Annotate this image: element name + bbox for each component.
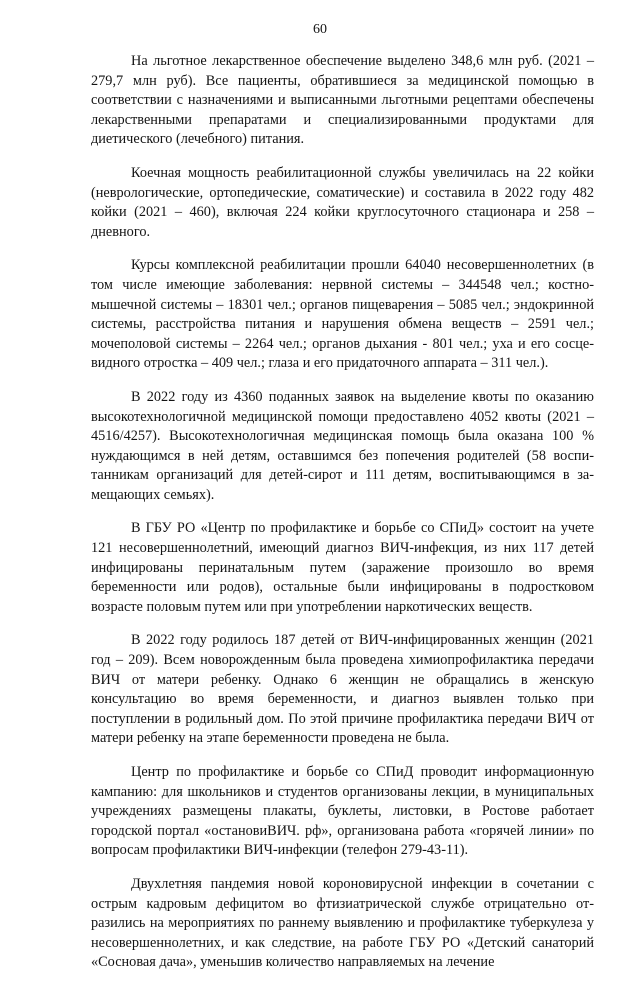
paragraph-rehabilitation-beds: Коечная мощность реабилитационной службы увеличилась на 22 койки (неврологические, ортопедические, соматические) и составила в 2022 году 482 койки (2021 – 460), включая 224 койки круглосуточного стационара и 258 – дневного. bbox=[91, 164, 594, 240]
paragraph-tuberculosis: Двухлетняя пандемия новой короновирусной инфекции в сочетании с острым кадровым дефицитом во фтизиатрической службе отрицательно отразились на мероприятиях по раннему выявлению и профилактике туберкулеза у несовершеннолетних, и как следствие, на работе ГБУ РО «Детский санаторий «Сосновая дача», уменьшив количество направляемых на лечение bbox=[91, 875, 594, 971]
paragraph-drug-provision: На льготное лекарственное обеспечение выделено 348,6 млн руб. (2021 – 279,7 млн руб). Все пациенты, обратившиеся за медицинской помощью в соответствии с назначениями и выписанными льготными рецептами обеспечены лекарственными препаратами и специализированными продуктами для диетического (лечебного) питания. bbox=[91, 53, 594, 148]
document-body bbox=[91, 52, 594, 987]
paragraph-rehabilitation-courses: Курсы комплексной реабилитации прошли 64040 несовершеннолетних (в том числе имеющие заболевания: нервной системы – 344548 чел.; костномышечной системы – 18301 чел.; органов пищеварения – 5085 чел.; эндокринной системы, расстройства питания и нарушения обмена веществ – 2591 чел.; мочеполовой системы – 2264 чел.; органов дыхания - 801 чел.; уха и его сосцевидного отростка – 409 чел.; глаза и его придаточного аппарата – 311 чел.). bbox=[91, 257, 594, 372]
paragraph-hiv-births: В 2022 году родилось 187 детей от ВИЧ-инфицированных женщин (2021 год – 209). Всем новорожденным была проведена химиопрофилактика передачи ВИЧ от матери ребенку. Однако 6 женщин не обращались в женскую консультацию во время беременности, и диагноз выявлен только при поступлении в родильный дом. По этой причине профилактика передачи ВИЧ от матери ребенку на этапе беременности проведена не была. bbox=[91, 632, 594, 747]
paragraph-high-tech-care: В 2022 году из 4360 поданных заявок на выделение квоты по оказанию высокотехнологичной медицинской помощи предоставлено 4052 квоты (2021 – 4516/4257). Высокотехнологичная медицинская помощь была оказана 100 % нуждающимся в ней детям, оставшимся без попечения родителей (58 воспитанникам организаций для детей-сирот и 111 детям, воспитывающимся в замещающих семьях). bbox=[91, 388, 594, 503]
page-number: 60 bbox=[313, 22, 327, 37]
paragraph-hiv-campaign: Центр по профилактике и борьбе со СПиД проводит информационную кампанию: для школьников и студентов организованы лекции, в муниципальных учреждениях размещены плакаты, буклеты, листовки, в Ростове работает городской портал «остановиВИЧ. рф», организована работа «горячей линии» по вопросам профилактики ВИЧ-инфекции (телефон 279-43-11). bbox=[91, 764, 594, 859]
paragraph-hiv-registered: В ГБУ РО «Центр по профилактике и борьбе со СПиД» состоит на учете 121 несовершеннолетний, имеющий диагноз ВИЧ-инфекция, из них 117 детей инфицированы перинатальным путем (заражение произошло во время беременности или родов), остальные были инфицированы в подростковом возрасте половым путем или при употреблении наркотических веществ. bbox=[91, 520, 594, 615]
